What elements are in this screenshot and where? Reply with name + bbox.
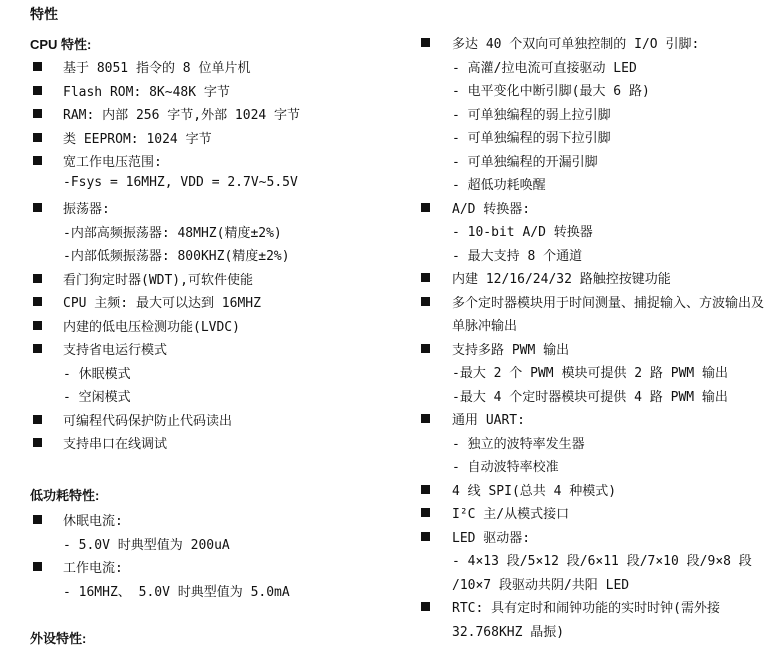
list-item: 支持串口在线调试 (63, 437, 168, 452)
bullet-icon (33, 415, 42, 424)
bullet-icon (33, 515, 42, 524)
bullet-icon (33, 438, 42, 447)
page-title: 特性 (30, 6, 58, 22)
list-item: Flash ROM: 8K~48K 字节 (63, 84, 230, 100)
sub-item: 单脉冲输出 (452, 319, 518, 334)
sub-item: - 可单独编程的弱下拉引脚 (452, 131, 611, 146)
sub-item: - 4×13 段/5×12 段/6×11 段/7×10 段/9×8 段 (452, 554, 752, 569)
bullet-icon (33, 62, 42, 71)
list-item: RAM: 内部 256 字节,外部 1024 字节 (63, 108, 301, 123)
list-item: 多个定时器模块用于时间测量、捕捉输入、方波输出及 (452, 295, 765, 311)
list-item: 支持省电运行模式 (63, 343, 168, 358)
sub-item: - 高灌/拉电流可直接驱动 LED (452, 60, 637, 76)
list-item: A/D 转换器: (452, 201, 531, 217)
sub-item: - 5.0V 时典型值为 200uA (63, 537, 230, 553)
list-item: I²C 主/从模式接口 (452, 507, 570, 522)
list-item: 多达 40 个双向可单独控制的 I/O 引脚: (452, 37, 700, 52)
bullet-icon (421, 532, 430, 541)
list-item: 宽工作电压范围: (63, 155, 162, 170)
sub-item: - 10-bit A/D 转换器 (452, 225, 593, 240)
bullet-icon (33, 297, 42, 306)
list-item: CPU 主频: 最大可以达到 16MHZ (63, 296, 261, 311)
sub-item: - 超低功耗唤醒 (452, 178, 546, 193)
bullet-icon (33, 133, 42, 142)
bullet-icon (421, 38, 430, 47)
list-item: 休眠电流: (63, 514, 123, 529)
list-item: 内建的低电压检测功能(LVDC) (63, 319, 240, 335)
sub-item: /10×7 段驱动共阴/共阳 LED (452, 577, 630, 593)
sub-item: - 可单独编程的开漏引脚 (452, 154, 598, 170)
list-item: 基于 8051 指令的 8 位单片机 (63, 61, 251, 76)
sub-item: - 休眠模式 (63, 366, 131, 382)
bullet-icon (33, 321, 42, 330)
sub-item: - 可单独编程的弱上拉引脚 (452, 107, 611, 123)
list-item: 可编程代码保护防止代码读出 (63, 413, 233, 429)
bullet-icon (421, 273, 430, 282)
sub-item: -Fsys = 16MHZ, VDD = 2.7V~5.5V (63, 174, 298, 190)
sub-item: 32.768KHZ 晶振) (452, 624, 565, 640)
sub-item: - 自动波特率校准 (452, 460, 559, 475)
list-item: 通用 UART: (452, 413, 525, 428)
power-heading: 低功耗特性: (30, 488, 100, 503)
sub-item: - 独立的波特率发生器 (452, 436, 585, 452)
bullet-icon (421, 508, 430, 517)
bullet-icon (33, 274, 42, 283)
list-item: RTC: 具有定时和闹钟功能的实时时钟(需外接 (452, 601, 720, 616)
sub-item: -内部低频振荡器: 800KHZ(精度±2%) (63, 249, 290, 264)
sub-item: -最大 2 个 PWM 模块可提供 2 路 PWM 输出 (452, 366, 729, 381)
sub-item: -内部高频振荡器: 48MHZ(精度±2%) (63, 225, 282, 241)
list-item: 振荡器: (63, 202, 110, 217)
bullet-icon (421, 203, 430, 212)
sub-item: - 空闲模式 (63, 390, 131, 405)
bullet-icon (33, 109, 42, 118)
sub-item: - 16MHZ、 5.0V 时典型值为 5.0mA (63, 584, 290, 600)
bullet-icon (421, 344, 430, 353)
bullet-icon (33, 86, 42, 95)
bullet-icon (33, 156, 42, 165)
list-item: 4 线 SPI(总共 4 种模式) (452, 483, 617, 499)
periph-heading: 外设特性: (30, 631, 87, 646)
bullet-icon (33, 203, 42, 212)
bullet-icon (421, 485, 430, 494)
list-item: 看门狗定时器(WDT),可软件使能 (63, 272, 253, 288)
bullet-icon (421, 297, 430, 306)
bullet-icon (33, 562, 42, 571)
list-item: LED 驱动器: (452, 530, 531, 546)
list-item: 支持多路 PWM 输出 (452, 342, 570, 358)
list-item: 工作电流: (63, 561, 123, 576)
bullet-icon (421, 414, 430, 423)
cpu-heading: CPU 特性: (30, 37, 92, 52)
bullet-icon (421, 602, 430, 611)
sub-item: - 最大支持 8 个通道 (452, 248, 583, 264)
list-item: 类 EEPROM: 1024 字节 (63, 131, 212, 147)
list-item: 内建 12/16/24/32 路触控按键功能 (452, 272, 671, 287)
bullet-icon (33, 344, 42, 353)
sub-item: -最大 4 个定时器模块可提供 4 路 PWM 输出 (452, 389, 728, 405)
sub-item: - 电平变化中断引脚(最大 6 路) (452, 84, 650, 99)
